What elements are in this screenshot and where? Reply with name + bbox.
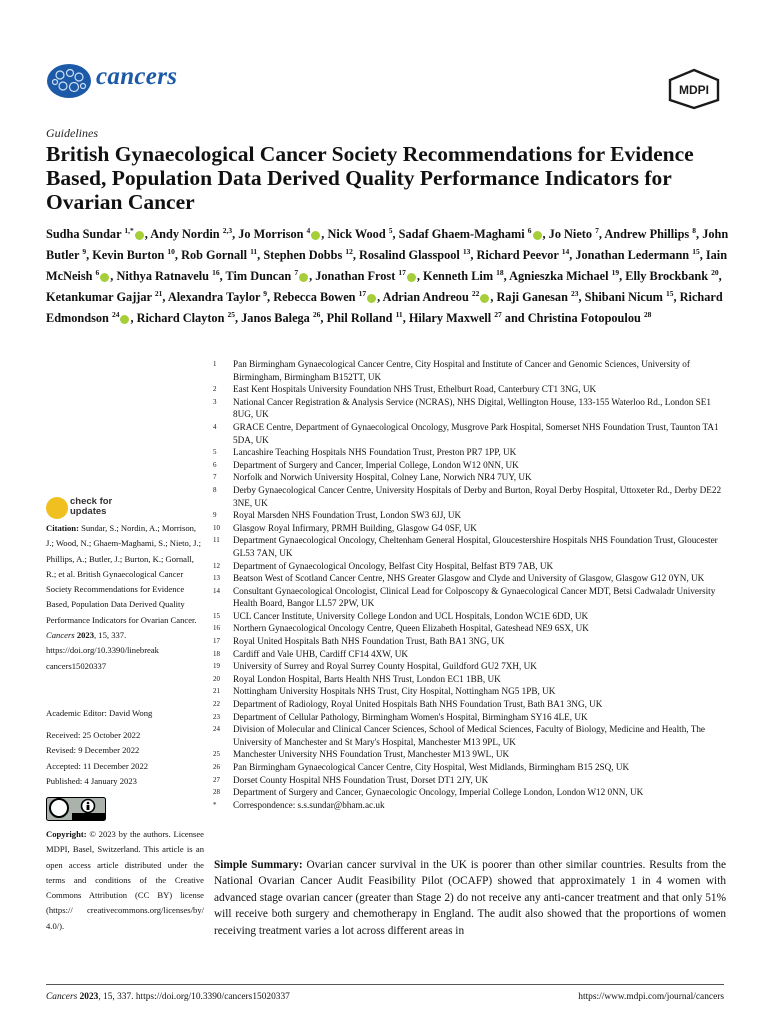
- author-name: Christina Fotopoulou $^{28}$: [527, 310, 652, 326]
- affiliation-number: 16: [213, 624, 220, 633]
- author-affiliation-marker: 17: [358, 289, 367, 299]
- affiliation-text: Lancashire Teaching Hospitals NHS Foundation Trust, Preston PR7 1PP, UK: [233, 447, 517, 458]
- affiliation-text: University of Surrey and Royal Surrey County Hospital, Guildford GU2 7XH, UK: [233, 661, 537, 672]
- affiliation-text: Royal United Hospitals Bath NHS Foundation Trust, Bath BA1 3NG, UK: [233, 636, 505, 647]
- published-date: Published: 4 January 2023: [46, 775, 137, 786]
- affiliation-item: [203, 635, 727, 648]
- affiliation-text: Royal London Hospital, Barts Health NHS Trust, London EC1 1BB, UK: [233, 673, 501, 684]
- affiliation-item: [203, 610, 727, 623]
- author-name: Tim Duncan $^7$: [225, 268, 299, 284]
- affiliation-number: 13: [213, 574, 220, 583]
- author-affiliation-marker: 24: [111, 310, 120, 320]
- author-affiliation-marker: 18: [496, 268, 504, 278]
- author-name: Sudha Sundar $^{1,*}$: [46, 226, 134, 242]
- affiliation-number: 7: [213, 473, 217, 482]
- affiliation-text: Royal Marsden NHS Foundation Trust, London SW3 6JJ, UK: [233, 510, 462, 521]
- journal-logo-icon: [46, 62, 92, 100]
- affiliation-text: Glasgow Royal Infirmary, PRMH Building, Glasgow G4 0SF, UK: [233, 522, 477, 533]
- affiliation-number: 23: [213, 712, 220, 721]
- affiliation-text: Cardiff and Vale UHB, Cardiff CF14 4XW, UK: [233, 648, 408, 659]
- citation-journal: Cancers: [46, 630, 75, 641]
- copyright-text: © 2023 by the authors. Licensee MDPI, Basel, Switzerland. This article is an open access article distributed under the terms and conditions of the Creative Commons Attribution (CC BY) license (https:// creativecommons.org/licenses/by/ 4.0/).: [46, 829, 204, 931]
- author-affiliation-marker: 16: [212, 268, 220, 278]
- author-name: Janos Balega $^{26}$: [241, 310, 321, 326]
- affiliation-item: [203, 786, 727, 799]
- affiliation-number: 3: [213, 397, 217, 406]
- affiliation-item: [203, 774, 727, 787]
- affiliation-text: Department of Gynaecological Oncology, Belfast City Hospital, Belfast BT9 7AB, UK: [233, 560, 554, 571]
- affiliation-number: 22: [213, 700, 220, 709]
- author-name: Raji Ganesan $^{23}$: [496, 289, 579, 305]
- orcid-icon[interactable]: [367, 294, 376, 303]
- author-name: Stephen Dobbs $^{12}$: [263, 247, 353, 263]
- author-affiliation-marker: 20: [711, 268, 719, 278]
- copyright-label: Copyright:: [46, 829, 87, 839]
- author-affiliation-marker: 4: [306, 226, 311, 235]
- author-affiliation-marker: 9: [82, 247, 87, 257]
- affiliation-item: [203, 522, 727, 535]
- affiliation-number: 26: [213, 763, 220, 771]
- author-name: Alexandra Taylor $^9$: [167, 289, 268, 305]
- check-for-updates-badge[interactable]: [46, 497, 126, 521]
- author-affiliation-marker: 17: [398, 268, 406, 278]
- author-affiliation-marker: 15: [665, 289, 674, 299]
- citation-year: 2023: [76, 630, 94, 641]
- check-updates-line2: updates: [70, 506, 107, 517]
- author-affiliation-marker: 26: [312, 310, 321, 320]
- citation-rest[interactable]: , 15, 337. https://doi.org/10.3390/linebreak cancers15020337: [46, 630, 159, 671]
- affiliation-text: Pan Birmingham Gynaecological Cancer Centre, City Hospital and Institute of Cancer and Genomic Sciences, University of Birmingham, Birmingham B152TT, UK: [233, 359, 690, 382]
- author-name: Rob Gornall $^{11}$: [181, 247, 258, 263]
- author-affiliation-marker: 6: [95, 268, 100, 278]
- affiliation-item: [203, 698, 727, 711]
- affiliation-item: [203, 446, 727, 459]
- affiliation-item: [203, 471, 727, 484]
- affiliation-text: Dorset County Hospital NHS Foundation Trust, Dorset DT1 2JY, UK: [233, 774, 489, 785]
- author-affiliation-marker: 28: [643, 310, 652, 320]
- author-name: Jo Morrison $^4$: [238, 226, 311, 242]
- affiliation-number: 20: [213, 674, 220, 683]
- author-name: Jonathan Frost $^{17}$: [315, 268, 406, 284]
- affiliation-item: [203, 572, 727, 585]
- orcid-icon[interactable]: [311, 231, 320, 240]
- author-affiliation-marker: 23: [571, 289, 579, 299]
- affiliation-number: 25: [213, 750, 220, 759]
- affiliation-text: Division of Molecular and Clinical Cancer Sciences, School of Medical Sciences, Faculty of Biology, Medicine and Health, The University of Manchester and St Mary's Hospital, Manchester M13 9PL, UK: [233, 724, 706, 747]
- affiliation-number: 28: [213, 788, 220, 797]
- affiliation-text: National Cancer Registration & Analysis Service (NCRAS), NHS Digital, Wellington House, 133-155 Waterloo Rd., London SE1 8UG, UK: [233, 396, 711, 420]
- affiliation-item: [203, 358, 727, 383]
- affiliation-item: [203, 509, 727, 522]
- affiliation-number: 2: [213, 385, 217, 394]
- author-name: Rosalind Glasspool $^{13}$: [359, 247, 471, 263]
- affiliation-item: [203, 723, 727, 748]
- affiliation-item: [203, 585, 727, 610]
- affiliation-item: [203, 648, 727, 661]
- affiliation-text: Norfolk and Norwich University Hospital, Colney Lane, Norwich NR4 7UY, UK: [233, 472, 532, 483]
- affiliation-item: [203, 383, 727, 396]
- footer-year: 2023: [79, 992, 99, 1002]
- citation-label: Citation:: [46, 523, 79, 533]
- author-affiliation-marker: 13: [462, 247, 471, 257]
- author-name: Adrian Andreou $^{22}$: [382, 289, 480, 305]
- author-affiliation-marker: 22: [471, 289, 480, 299]
- affiliation-number: 24: [213, 725, 220, 734]
- copyright-block: [46, 827, 204, 934]
- affiliation-item: [203, 660, 727, 673]
- author-name: Richard Peevor $^{14}$: [476, 247, 570, 263]
- affiliation-text: Department of Surgery and Cancer, Imperial College, London W12 0NN, UK: [233, 459, 519, 470]
- affiliations-list: [203, 358, 727, 811]
- mdpi-logo-icon: [666, 68, 722, 110]
- simple-summary: [214, 857, 726, 939]
- affiliation-number: 21: [213, 687, 220, 696]
- affiliation-number: 9: [213, 511, 217, 520]
- affiliation-text: GRACE Centre, Department of Gynaecological Oncology, Musgrove Park Hospital, Somerset NHS Foundation Trust, Taunton TA1 5DA, UK: [233, 421, 719, 445]
- affiliation-item: [203, 622, 727, 635]
- affiliation-number: 19: [213, 662, 220, 671]
- affiliation-text: Department of Radiology, Royal United Hospitals Bath NHS Foundation Trust, Bath BA1 3NG, UK: [233, 699, 603, 710]
- author-name: Iain McNeish $^6$: [46, 248, 728, 284]
- author-name: Ketankumar Gajjar $^{21}$: [46, 289, 163, 305]
- author-name: Kenneth Lim $^{18}$: [423, 268, 504, 284]
- author-name: Richard Edmondson $^{24}$: [46, 290, 723, 326]
- affiliation-text: Department Gynaecological Oncology, Cheltenham General Hospital, Gloucestershire Hospitals NHS Foundation Trust, Gloucester GL53 7AN, UK: [233, 535, 718, 558]
- author-affiliation-marker: 19: [611, 268, 620, 278]
- orcid-icon[interactable]: [135, 231, 144, 240]
- affiliation-text: Consultant Gynaecological Oncologist, Clinical Lead for Colposcopy & Gynaecological Cancer MDT, Betsi Cadwaladr University Health Board, Bangor LL57 2PW, UK: [233, 585, 716, 609]
- author-name: Jo Nieto $^7$: [548, 226, 599, 242]
- affiliation-number: 11: [213, 536, 220, 545]
- author-name: Shibani Nicum $^{15}$: [584, 289, 674, 305]
- author-affiliation-marker: 14: [561, 247, 570, 257]
- received-date: Received: 25 October 2022: [46, 730, 141, 740]
- author-affiliation-marker: 15: [692, 247, 700, 257]
- check-updates-line1: check for: [70, 496, 113, 507]
- dates-block: [46, 728, 204, 789]
- affiliation-number: 5: [213, 448, 217, 457]
- author-name: Phil Rolland $^{11}$: [326, 310, 403, 326]
- affiliation-item: [203, 396, 727, 421]
- affiliation-item: [203, 673, 727, 686]
- affiliation-number: 8: [213, 485, 217, 494]
- author-affiliation-marker: 25: [227, 310, 235, 320]
- affiliation-item: [203, 421, 727, 446]
- affiliation-item: [203, 761, 727, 774]
- author-affiliation-marker: 9: [263, 289, 268, 299]
- author-name: Elly Brockbank $^{20}$: [625, 268, 719, 284]
- citation-block: [46, 521, 204, 674]
- affiliation-text: East Kent Hospitals University Foundation NHS Trust, Ethelburt Road, Canterbury CT1 3NG, UK: [233, 384, 597, 395]
- affiliation-number: 14: [213, 586, 220, 595]
- author-list: Sudha Sundar $^{1,*}$ , Andy Nordin $^{2,3}$, Jo Morrison $^4$ , Nick Wood $^5$, Sadaf Ghaem-Maghami $^6$ , Jo Nieto $^7$, Andrew Phillips $^8$, John Butler $^9$, Kevin Burton $^{10}$, Rob Gornall $^{11}$, Stephen Dobbs $^{12}$, Rosalind Glasspool $^{13}$, Richard Peevor $^{14}$, Jonathan Ledermann $^{15}$, Iain McNeish $^6$ , Nithya Ratnavelu $^{16}$, Tim Duncan $^7$ , Jonathan Frost $^{17}$ , Kenneth Lim $^{18}$, Agnieszka Michael $^{19}$, Elly Brockbank $^{20}$, Ketankumar Gajjar $^{21}$, Alexandra Taylor $^9$, Rebecca Bowen $^{17}$ , Adrian Andreou $^{22}$ , Raji Ganesan $^{23}$, Shibani Nicum $^{15}$, Richard Edmondson $^{24}$ , Richard Clayton $^{25}$, Janos Balega $^{26}$, Phil Rolland $^{11}$, Hilary Maxwell $^{27}$ and Christina Fotopoulou $^{28}$: [46, 226, 729, 326]
- author-name: Kevin Burton $^{10}$: [92, 247, 175, 263]
- author-name: Rebecca Bowen $^{17}$: [273, 289, 367, 305]
- author-affiliation-marker: 27: [494, 310, 502, 320]
- author-affiliation-marker: 11: [395, 310, 403, 320]
- mdpi-logo-text: MDPI: [679, 83, 709, 97]
- footer-journal: Cancers: [46, 992, 78, 1002]
- footer-citation: [46, 992, 290, 1002]
- cc-by-license-icon[interactable]: [46, 797, 106, 821]
- affiliation-text: Northern Gynaecological Oncology Centre, Queen Elizabeth Hospital, Gateshead NE9 6SX, UK: [233, 623, 589, 634]
- author-name: Nick Wood $^5$: [327, 226, 393, 242]
- affiliation-item: [203, 685, 727, 698]
- author-name: Andrew Phillips $^8$: [604, 226, 697, 242]
- affiliation-number: 1: [213, 360, 217, 368]
- author-name: Andy Nordin $^{2,3}$: [150, 226, 233, 242]
- check-updates-icon: [46, 497, 68, 519]
- orcid-icon[interactable]: [480, 294, 489, 303]
- orcid-icon[interactable]: [100, 273, 109, 282]
- footer-url[interactable]: https://www.mdpi.com/journal/cancers: [578, 992, 724, 1002]
- affiliation-item: [203, 711, 727, 724]
- author-affiliation-marker: 2,3: [222, 226, 233, 235]
- affiliation-text: Manchester University NHS Foundation Trust, Manchester M13 9WL, UK: [233, 749, 510, 760]
- orcid-icon[interactable]: [407, 273, 416, 282]
- author-affiliation-marker: 21: [154, 289, 163, 299]
- accepted-date: Accepted: 11 December 2022: [46, 760, 149, 771]
- affiliation-number: 10: [213, 523, 220, 532]
- summary-label: Simple Summary:: [214, 859, 303, 871]
- footer-doi[interactable]: , 15, 337. https://doi.org/10.3390/cancers15020337: [98, 992, 290, 1002]
- author-affiliation-marker: 12: [345, 247, 353, 257]
- affiliation-number: 17: [213, 637, 220, 646]
- orcid-icon[interactable]: [299, 273, 308, 282]
- author-name: Hilary Maxwell $^{27}$: [408, 310, 502, 326]
- affiliation-number: 27: [213, 775, 220, 784]
- citation-text: Sundar, S.; Nordin, A.; Morrison, J.; Wood, N.; Ghaem-Maghami, S.; Nieto, J.; Phillips, A.; Butler, J.; Burton, K.; Gornall, R.; et al. British Gynaecological Cancer Society Recommendations for Evidence Based, Population Data Derived Quality Performance Indicators for Ovarian Cancer.: [46, 523, 202, 625]
- author-name: Jonathan Ledermann $^{15}$: [575, 247, 700, 263]
- academic-editor: Academic Editor: David Wong: [46, 708, 153, 718]
- revised-date: Revised: 9 December 2022: [46, 745, 140, 756]
- affiliation-text: Department of Cellular Pathology, Birmingham Women's Hospital, Birmingham SY16 4LE, UK: [233, 711, 588, 722]
- affiliation-item: [203, 534, 727, 559]
- affiliation-item: [203, 748, 727, 761]
- affiliation-number: 6: [213, 460, 217, 469]
- summary-text: Ovarian cancer survival in the UK is poorer than other similar countries. Results from the National Ovarian Cancer Audit Feasibility Pilot (OCAFP) showed that approximately 1 in 4 women with advanced stage ovarian cancer (greater than Stage 2) do not receive any anti-cancer treatment and that only 51% will receive both surgery and chemotherapy in England. The audit also showed that the proportions of women receiving treatment varies a lot across different areas in: [214, 859, 726, 937]
- author-affiliation-marker: 10: [167, 247, 175, 257]
- affiliation-number: 15: [213, 611, 220, 620]
- affiliation-item: [203, 484, 727, 509]
- orcid-icon[interactable]: [533, 231, 542, 240]
- affiliation-text: UCL Cancer Institute, University College London and UCL Hospitals, London WC1E 6DD, UK: [233, 610, 589, 621]
- journal-name: cancers: [96, 63, 178, 90]
- affiliation-number: 18: [213, 649, 220, 658]
- orcid-icon[interactable]: [120, 315, 129, 324]
- affiliation-number: 12: [213, 561, 220, 570]
- author-affiliation-marker: 7: [595, 226, 599, 235]
- author-affiliation-marker: 11: [250, 247, 258, 257]
- affiliation-number: *: [213, 800, 217, 809]
- affiliation-item: [203, 799, 727, 812]
- author-name: John Butler $^9$: [46, 227, 729, 263]
- author-name: Nithya Ratnavelu $^{16}$: [116, 268, 220, 284]
- author-affiliation-marker: 7: [294, 268, 299, 278]
- author-affiliation-marker: 5: [388, 226, 393, 235]
- author-affiliation-marker: 1,*: [124, 226, 134, 235]
- article-title: British Gynaecological Cancer Society Recommendations for Evidence Based, Population Data Derived Quality Performance Indicators for Ovarian Cancer: [46, 142, 694, 214]
- author-affiliation-marker: 8: [692, 226, 697, 235]
- affiliation-text: Department of Surgery and Cancer, Gynaecologic Oncology, Imperial College London, London W12 0NN, UK: [233, 787, 644, 798]
- author-name: Richard Clayton $^{25}$: [136, 310, 235, 326]
- author-name: Sadaf Ghaem-Maghami $^6$: [398, 226, 532, 242]
- affiliation-text: Correspondence: s.s.sundar@bham.ac.uk: [233, 799, 385, 810]
- affiliation-item: [203, 459, 727, 472]
- affiliation-item: [203, 560, 727, 573]
- affiliation-text: Nottingham University Hospitals NHS Trust, City Hospital, Nottingham NG5 1PB, UK: [233, 686, 556, 697]
- footer-divider: [46, 984, 724, 985]
- affiliation-number: 4: [213, 422, 217, 431]
- affiliation-text: Pan Birmingham Gynaecological Cancer Centre, City Hospital, West Midlands, Birmingham B15 2SQ, UK: [233, 762, 630, 772]
- author-affiliation-marker: 6: [527, 226, 532, 235]
- affiliation-text: Derby Gynaecological Cancer Centre, University Hospitals of Derby and Burton, Royal Derby Hospital, Uttoxeter Rd., Derby DE22 3NE, UK: [233, 484, 722, 508]
- affiliation-text: Beatson West of Scotland Cancer Centre, NHS Greater Glasgow and Clyde and University of Glasgow, Glasgow G12 0YN, UK: [233, 573, 705, 584]
- article-type: Guidelines: [46, 126, 98, 140]
- author-name: Agnieszka Michael $^{19}$: [509, 268, 620, 284]
